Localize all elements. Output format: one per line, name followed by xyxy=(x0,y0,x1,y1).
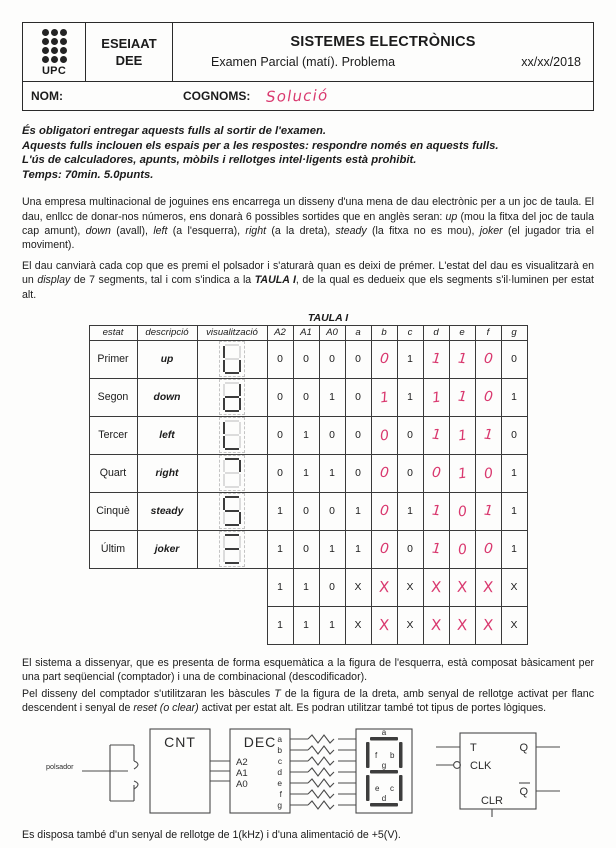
cell-e xyxy=(449,416,475,454)
cell-A0: 1 xyxy=(319,606,345,644)
instruction-line: Aquests fulls inclouen els espais per a les respostes: respondre només en aquests fulls. xyxy=(22,139,499,152)
cell-A1: 0 xyxy=(293,340,319,378)
cell-visualitzacio xyxy=(197,454,267,492)
problem-statement-2 xyxy=(22,259,594,302)
handwritten-value: X xyxy=(378,616,390,635)
cell-estat: Quart xyxy=(89,454,137,492)
department-name: DEE xyxy=(115,53,143,68)
table-header-cell: A0 xyxy=(319,325,345,340)
svg-text:CLR: CLR xyxy=(480,794,504,807)
output-term-gloss: (avall), xyxy=(110,224,154,237)
handwritten-value: 1 xyxy=(430,350,442,368)
cell-descripcio: joker xyxy=(137,530,197,568)
table-header-cell: estat xyxy=(89,325,137,340)
cell-A0: 0 xyxy=(319,492,345,530)
cell-g: 0 xyxy=(501,340,527,378)
svg-text:d: d xyxy=(277,766,282,777)
cell-b xyxy=(371,530,397,568)
instructions-block xyxy=(22,124,594,182)
svg-text:f: f xyxy=(375,750,378,760)
cell-c: 1 xyxy=(397,492,423,530)
cell-visualitzacio xyxy=(197,378,267,416)
cell-d xyxy=(423,416,449,454)
cell-estat: Tercer xyxy=(89,416,137,454)
handwritten-value: X xyxy=(456,578,468,597)
table-header-cell: visualització xyxy=(197,325,267,340)
instruction-line: Temps: 70min. 5.0punts. xyxy=(22,168,154,181)
handwritten-value: 0 xyxy=(378,464,390,482)
cognoms-label: COGNOMS: xyxy=(183,89,251,103)
table-row xyxy=(89,492,527,530)
cell-descripcio: right xyxy=(137,454,197,492)
output-term-gloss: (mou la fitxa del joc de taula cap amunt), xyxy=(22,210,594,237)
cell-c: 0 xyxy=(397,530,423,568)
svg-text:Q: Q xyxy=(519,741,528,754)
handwritten-value: 0 xyxy=(456,541,468,559)
cell-A2: 1 xyxy=(267,530,293,568)
cell-g: 1 xyxy=(501,454,527,492)
cell-d xyxy=(423,340,449,378)
upc-logo-text: UPC xyxy=(41,65,67,77)
cell-visualitzacio xyxy=(197,530,267,568)
cell-b xyxy=(371,340,397,378)
exam-sheet xyxy=(22,22,595,841)
svg-text:b: b xyxy=(390,750,395,760)
cell-A2: 0 xyxy=(267,416,293,454)
cell-A2: 0 xyxy=(267,378,293,416)
cell-b xyxy=(371,378,397,416)
handwritten-value: X xyxy=(430,616,442,635)
svg-text:e: e xyxy=(375,783,380,793)
handwritten-value: 1 xyxy=(430,502,442,520)
svg-text:DEC: DEC xyxy=(243,733,277,750)
table-row xyxy=(89,416,527,454)
cell-visualitzacio xyxy=(197,416,267,454)
problem-statement-4 xyxy=(22,687,594,715)
statement-text: El dau canviarà cada cop que es premi el polsador i s'aturarà quan es deixi de prémer. L'estat del dau es visualitzarà en un xyxy=(22,260,594,287)
svg-text:g: g xyxy=(381,760,387,770)
handwritten-value: 0 xyxy=(378,427,390,445)
cell-d xyxy=(423,454,449,492)
cell-d xyxy=(423,492,449,530)
handwritten-value: 1 xyxy=(378,389,390,407)
output-term: left xyxy=(153,224,168,237)
cell-estat: Primer xyxy=(89,340,137,378)
cell-A1: 1 xyxy=(293,606,319,644)
table-header-cell: A1 xyxy=(293,325,319,340)
cell-f xyxy=(475,530,501,568)
handwritten-value: X xyxy=(482,578,494,597)
svg-text:A2: A2 xyxy=(236,756,248,768)
cell-g: X xyxy=(501,606,527,644)
statement-text: Una empresa multinacional de joguines ens encarrega un disseny d'una mena de dau electrònic per a un joc de taula. El dau, enllcc de donar-nos números, ens donarà 6 possibles sortides que en anglès seran: xyxy=(22,196,594,223)
problem-statement-1 xyxy=(22,195,594,252)
table-row xyxy=(89,340,527,378)
power-note xyxy=(22,828,594,842)
seven-segment-glyph xyxy=(222,458,242,488)
cell-c: 0 xyxy=(397,416,423,454)
cell-e xyxy=(449,454,475,492)
circuit-diagrams xyxy=(22,725,594,817)
table-header-cell: f xyxy=(475,325,501,340)
table-row xyxy=(89,454,527,492)
handwritten-value: X xyxy=(482,616,494,635)
segment-resistor-lines xyxy=(290,735,356,809)
svg-text:e: e xyxy=(277,777,282,788)
handwritten-value: 1 xyxy=(456,388,468,406)
handwritten-value: 0 xyxy=(378,540,390,558)
svg-text:g: g xyxy=(277,799,282,810)
table-row xyxy=(89,378,527,416)
svg-text:CLK: CLK xyxy=(470,759,492,772)
svg-text:f: f xyxy=(279,788,282,799)
svg-text:d: d xyxy=(381,793,387,803)
output-term: right xyxy=(245,224,267,237)
handwritten-value: 1 xyxy=(430,540,442,558)
cell-A1: 0 xyxy=(293,492,319,530)
cell-A2: 1 xyxy=(267,492,293,530)
svg-text:c: c xyxy=(277,755,282,766)
cell-e xyxy=(449,340,475,378)
handwritten-value: 0 xyxy=(482,350,494,368)
handwritten-value: 1 xyxy=(456,350,468,368)
handwritten-value: X xyxy=(430,578,442,597)
cell-visualitzacio xyxy=(197,492,267,530)
cell-c: 1 xyxy=(397,340,423,378)
cell-A2: 0 xyxy=(267,454,293,492)
table-body xyxy=(89,340,527,644)
cell-A1: 0 xyxy=(293,530,319,568)
table-header-cell: c xyxy=(397,325,423,340)
handwritten-value: 0 xyxy=(482,388,494,406)
table-header-cell: descripció xyxy=(137,325,197,340)
cell-blank xyxy=(89,568,267,606)
svg-text:a: a xyxy=(277,733,282,744)
seven-segment-glyph xyxy=(222,382,242,412)
cell-f xyxy=(475,378,501,416)
handwritten-value: 1 xyxy=(456,427,468,445)
statement-text: Pel disseny del comptador s'utilitzaran les bàscules xyxy=(22,688,275,701)
statement-text: de la figura de la dreta, amb senyal de rellotge activat per flanc descendent i senyal de xyxy=(22,688,594,715)
cell-b xyxy=(371,416,397,454)
cell-A0: 1 xyxy=(319,530,345,568)
table-header-cell: A2 xyxy=(267,325,293,340)
cell-b xyxy=(371,454,397,492)
output-term-gloss: (a l'esquerra), xyxy=(167,224,246,237)
cell-g: 1 xyxy=(501,378,527,416)
handwritten-value: X xyxy=(456,616,468,635)
cell-e xyxy=(449,606,475,644)
handwritten-value: 1 xyxy=(482,426,494,444)
table-row xyxy=(89,530,527,568)
cell-A0: 1 xyxy=(319,454,345,492)
cell-A2: 1 xyxy=(267,568,293,606)
title-block xyxy=(173,23,593,81)
cell-c: X xyxy=(397,606,423,644)
table-header-cell: a xyxy=(345,325,371,340)
handwritten-value: 0 xyxy=(482,540,494,558)
table-row xyxy=(89,606,527,644)
handwritten-value: 0 xyxy=(430,464,442,482)
cognoms-handwritten-value: Solució xyxy=(266,86,329,106)
output-term: joker xyxy=(479,224,503,237)
reset-term: reset (o clear) xyxy=(133,702,199,715)
handwritten-value: 0 xyxy=(456,503,468,521)
handwritten-value: X xyxy=(378,578,390,597)
handwritten-value: 0 xyxy=(482,465,494,483)
svg-text:A1: A1 xyxy=(236,767,248,779)
polsador-switch-icon xyxy=(82,745,138,801)
output-term: steady xyxy=(335,224,367,237)
upc-dot-grid-icon xyxy=(42,29,67,63)
cell-a: 0 xyxy=(345,378,371,416)
output-term-gloss: (el jugador tria el moviment). xyxy=(22,224,594,251)
cell-f xyxy=(475,416,501,454)
seven-segment-glyph xyxy=(222,534,242,564)
cell-g: 0 xyxy=(501,416,527,454)
cell-c: 1 xyxy=(397,378,423,416)
cell-a: 1 xyxy=(345,492,371,530)
table-row xyxy=(89,568,527,606)
cell-descripcio: up xyxy=(137,340,197,378)
cell-estat: Últim xyxy=(89,530,137,568)
output-term-gloss: (a la dreta), xyxy=(266,224,336,237)
cell-descripcio: down xyxy=(137,378,197,416)
handwritten-value: 1 xyxy=(430,426,442,444)
cell-e xyxy=(449,492,475,530)
cell-A1: 1 xyxy=(293,568,319,606)
cell-f xyxy=(475,606,501,644)
statement-text: El sistema a dissenyar, que es presenta de forma esquemàtica a la figura de l'esquerra, està composat bàsicament per una part seqüencial (comptador) i una de combinacional (descodificador). xyxy=(22,656,594,683)
cell-f xyxy=(475,454,501,492)
school-name: ESEIAAT xyxy=(101,36,157,51)
svg-text:b: b xyxy=(277,744,282,755)
svg-text:CNT: CNT xyxy=(164,733,196,750)
name-row xyxy=(22,82,594,111)
table-header-row xyxy=(89,325,527,340)
handwritten-value: 1 xyxy=(430,389,442,407)
exam-date: xx/xx/2018 xyxy=(521,55,581,69)
exam-label: Examen Parcial (matí). Problema xyxy=(211,55,396,69)
cell-d xyxy=(423,378,449,416)
cell-a: 1 xyxy=(345,530,371,568)
cell-d xyxy=(423,568,449,606)
cell-A2: 0 xyxy=(267,340,293,378)
cell-g: 1 xyxy=(501,530,527,568)
cell-a: 0 xyxy=(345,416,371,454)
cell-f xyxy=(475,568,501,606)
taula-reference: TAULA I xyxy=(254,274,296,287)
cell-A1: 0 xyxy=(293,378,319,416)
cell-A0: 0 xyxy=(319,340,345,378)
handwritten-value: 0 xyxy=(378,350,390,368)
cell-e xyxy=(449,568,475,606)
upc-logo xyxy=(23,23,86,81)
problem-statement-3 xyxy=(22,656,594,684)
svg-text:c: c xyxy=(390,783,394,793)
cell-d xyxy=(423,606,449,644)
cell-f xyxy=(475,492,501,530)
cell-g: X xyxy=(501,568,527,606)
cell-e xyxy=(449,530,475,568)
handwritten-value: 0 xyxy=(378,502,390,520)
output-term: down xyxy=(85,224,111,237)
display-term: display xyxy=(37,274,71,287)
nom-label: NOM: xyxy=(31,89,63,103)
cell-blank xyxy=(89,606,267,644)
cell-g: 1 xyxy=(501,492,527,530)
cell-A1: 1 xyxy=(293,416,319,454)
course-title: SISTEMES ELECTRÒNICS xyxy=(290,34,476,50)
cell-d xyxy=(423,530,449,568)
cell-b xyxy=(371,606,397,644)
cell-A1: 1 xyxy=(293,454,319,492)
cell-visualitzacio xyxy=(197,340,267,378)
seven-segment-glyph xyxy=(222,344,242,374)
cell-estat: Cinquè xyxy=(89,492,137,530)
svg-text:T: T xyxy=(470,741,477,754)
cell-f xyxy=(475,340,501,378)
table-caption: TAULA I xyxy=(307,311,349,324)
svg-text:A0: A0 xyxy=(236,778,248,790)
truth-table xyxy=(89,325,528,645)
svg-text:a: a xyxy=(381,727,387,737)
table-header-cell: b xyxy=(371,325,397,340)
instruction-line: És obligatori entregar aquests fulls al sortir de l'examen. xyxy=(22,125,327,137)
figures-row xyxy=(22,725,594,817)
cell-b xyxy=(371,568,397,606)
output-term: up xyxy=(445,210,458,223)
cell-A0: 1 xyxy=(319,378,345,416)
statement-text: activat per estat alt. Es podran utilitzar també tot tipus de portes lògiques. xyxy=(198,702,547,715)
school-block xyxy=(86,23,173,81)
t-flipflop-term: T xyxy=(274,688,281,701)
cell-c: X xyxy=(397,568,423,606)
seven-segment-glyph xyxy=(222,420,242,450)
handwritten-value: 1 xyxy=(456,465,468,483)
output-term-gloss: (la fitxa no es mou), xyxy=(366,224,480,237)
svg-text:polsador: polsador xyxy=(46,761,74,771)
statement-text: de 7 segments, tal i com s'indica a la xyxy=(70,274,255,287)
table-header-cell: e xyxy=(449,325,475,340)
instruction-line: L'ús de calculadores, apunts, mòbils i rellotges intel·ligents està prohibit. xyxy=(22,154,417,167)
seven-segment-glyph xyxy=(222,496,242,526)
cell-A2: 1 xyxy=(267,606,293,644)
cell-c: 0 xyxy=(397,454,423,492)
cell-a: X xyxy=(345,568,371,606)
handwritten-value: 1 xyxy=(482,502,494,520)
cell-descripcio: steady xyxy=(137,492,197,530)
statement-text: Es disposa també d'un senyal de rellotge de 1(kHz) i d'una alimentació de +5(V). xyxy=(22,828,401,841)
cell-b xyxy=(371,492,397,530)
cell-a: 0 xyxy=(345,340,371,378)
svg-text:Q: Q xyxy=(519,785,528,798)
table-header-cell: d xyxy=(423,325,449,340)
cell-estat: Segon xyxy=(89,378,137,416)
cell-a: X xyxy=(345,606,371,644)
exam-header xyxy=(22,22,594,82)
statement-text: , de la qual es dedueix que els segments s'il·luminen per estat alt. xyxy=(22,274,595,301)
cell-A0: 0 xyxy=(319,568,345,606)
cell-descripcio: left xyxy=(137,416,197,454)
cell-e xyxy=(449,378,475,416)
table-header-cell: g xyxy=(501,325,527,340)
cell-A0: 0 xyxy=(319,416,345,454)
cell-a: 0 xyxy=(345,454,371,492)
